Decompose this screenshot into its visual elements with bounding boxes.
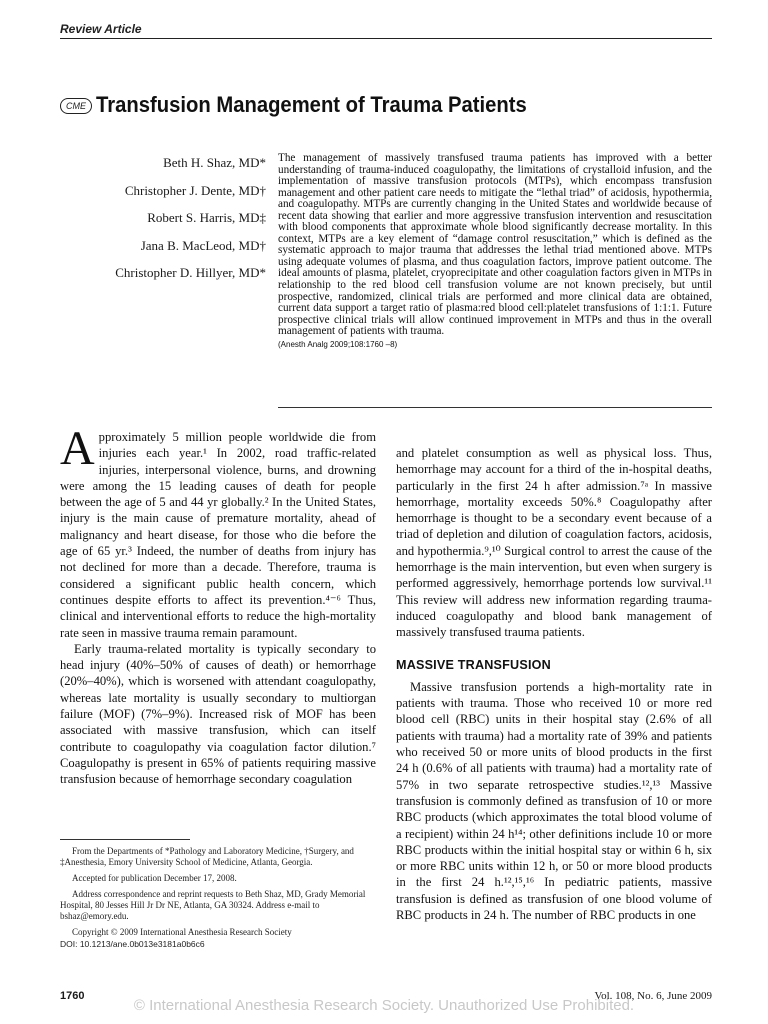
author: Beth H. Shaz, MD* [163,155,266,170]
affiliation-note: From the Departments of *Pathology and Laboratory Medicine, †Surgery, and ‡Anesthesia, Emory University School of Medicine, Atlanta, Georgia. [60,846,354,867]
article-title: Transfusion Management of Trauma Patients [96,92,527,117]
header-divider [60,38,712,39]
body-paragraph: Massive transfusion portends a high-mortality rate in patients with trauma. Those who received 10 or more red blood cell (RBC) units in their hospital stay (2.6% of all patients with trauma) had a mortality rate of 39% and patients who received 50 or more units of blood products in the first 24 h (0.6% of all patients with trauma) had a mortality rate of 57% in two separate retrospective studies.¹²,¹³ Massive transfusion is commonly defined as transfusion of 10 or more RBC products (which approximates the total blood volume of a recipient) within 24 h¹⁴; other definitions include 10 or more RBC products within the initial hospital stay or within 6 h, six or more RBC units within 12 h, or 50 or more blood products in the first 24 h.¹²,¹⁵,¹⁶ In pediatric patients, massive transfusion is defined as transfusion of one blood volume of RBC products in 24 h. The number of RBC products in one [396,679,712,923]
footnotes [60,846,376,955]
correspondence-note: Address correspondence and reprint requests to Beth Shaz, MD, Grady Memorial Hospital, 80 Jesses Hill Jr Dr NE, Atlanta, GA 30324. Address e-mail to bshaz@emory.edu. [60,889,366,921]
cme-badge-icon: CME [60,98,92,114]
abstract-text: The management of massively transfused trauma patients has improved with a better understanding of trauma-induced coagulopathy, the limitations of crystalloid infusion, and the implementation of massive transfusion protocols (MTPs), which encompass transfusion management and other patient care needs to mitigate the “lethal triad” of acidosis, hypothermia, and coagulopathy. MTPs are currently changing in the United States and worldwide because of recent data showing that earlier and more aggressive transfusion intervention and resuscitation with blood components that approximate whole blood significantly decrease mortality. In this context, MTPs are a key element of “damage control resuscitation,” which is defined as the systematic approach to major trauma that addresses the lethal triad mentioned above. MTPs using adequate volumes of plasma, and thus coagulation factors, improve patient outcome. The ideal amounts of plasma, platelet, cryoprecipitate and other coagulation factors given in MTPs in relationship to the red blood cell transfusion volume are not known precisely, but until prospective, randomized, clinical trials are performed and more clinical data are obtained, current data support a target ratio of plasma:red blood cell:platelet transfusions of 1:1:1. Future prospective clinical trials will allow continued improvement in MTPs and thus in the overall management of patients with trauma. [278,152,713,338]
section-heading: MASSIVE TRANSFUSION [396,657,551,672]
body-paragraph: and platelet consumption as well as physical loss. Thus, hemorrhage may account for a third of the in-hospital deaths, particularly in the first 24 h after admission.⁷ᵃ In massive hemorrhage, mortality exceeds 50%.⁸ Coagulopathy after hemorrhage is thought to be a secondary event because of a triad of depletion and dilution of coagulation factors, acidosis, and hypothermia.⁹,¹⁰ Surgical control to arrest the cause of the hemorrhage is the main intervention, but even when surgery is performed aggressively, hemorrhage portends low survival.¹¹ This review will address new information regarding trauma-induced coagulopathy and blood bank management of massively transfused trauma patients. [396,446,712,640]
abstract [278,153,712,350]
journal-info: Vol. 108, No. 6, June 2009 [594,990,712,1002]
page-number: 1760 [60,990,85,1002]
doi-note: DOI: 10.1213/ane.0b013e3181a0b6c6 [60,939,205,949]
drop-cap: A [60,422,95,475]
body-column-left [60,422,376,788]
author: Jana B. MacLeod, MD† [140,237,266,253]
copyright-note: Copyright © 2009 International Anesthesia Research Society [72,927,292,937]
footnote-divider [60,839,190,840]
copyright-watermark: © International Anesthesia Research Society. Unauthorized Use Prohibited. [133,997,635,1014]
body-paragraph: Early trauma-related mortality is typically secondary to head injury (40%–50% of causes of death) or hemorrhage (20%–40%), which is worsened with attendant coagulopathy, whereas late mortality is usually secondary to multiorgan failure (MOF) (7%–9%). Increased risk of MOF has been associated with massive transfusion, which can itself contribute to coagulopathy via coagulation factor dilution.⁷ Coagulopathy is present in 65% of patients requiring massive transfusion because of hemorrhage secondary coagulation [60,641,376,787]
author: Christopher J. Dente, MD† [124,182,266,198]
accepted-note: Accepted for publication December 17, 2008. [72,873,237,883]
abstract-divider [278,407,712,408]
author: Robert S. Harris, MD‡ [147,210,266,225]
body-column-right [396,445,712,923]
body-paragraph [60,422,376,641]
author-list [115,152,266,290]
author: Christopher D. Hillyer, MD* [115,265,266,280]
paragraph-text: pproximately 5 million people worldwide die from injuries each year.¹ In 2002, road traffic-related injuries, interpersonal violence, burns, and drowning were among the 15 leading causes of death for people between the age of 5 and 44 yr globally.² In the United States, injury is the main cause of premature mortality, ahead of malignancy and heart disease, for those who die before the age of 65 yr.³ Indeed, the number of deaths from injury has not declined for more than a decade. Therefore, trauma is considered a significant public health concern, which continues despite efforts to affect its prevention.⁴⁻⁶ Thus, clinical and interventional efforts to reduce the high-mortality rate seen in massive trauma remain paramount. [60,430,376,640]
section-label: Review Article [60,22,142,36]
abstract-citation: (Anesth Analg 2009;108:1760 –8) [278,339,398,349]
